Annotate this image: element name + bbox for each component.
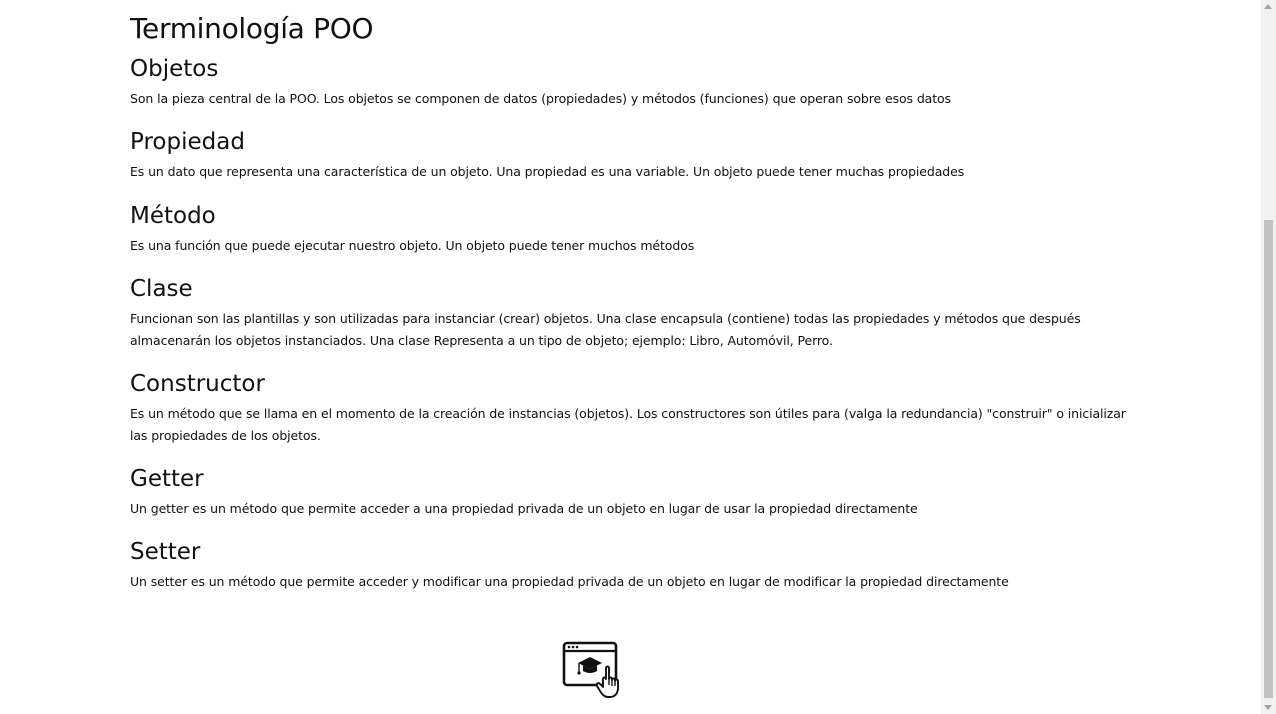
section-text: Es una función que puede ejecutar nuestro objeto. Un objeto puede tener muchos métodos xyxy=(130,238,695,253)
section-objetos xyxy=(130,54,1130,110)
section-setter xyxy=(130,537,1130,593)
section-constructor xyxy=(130,369,1130,447)
section-heading: Constructor xyxy=(130,371,265,397)
section-metodo xyxy=(130,201,1130,257)
section-text: Es un dato que representa una característica de un objeto. Una propiedad es una variable. Un objeto puede tener muchas propiedades xyxy=(130,164,965,179)
section-heading: Setter xyxy=(130,539,201,565)
section-clase xyxy=(130,274,1130,352)
page-title: Terminología POO xyxy=(130,12,374,45)
online-course-icon[interactable] xyxy=(562,641,630,699)
section-heading: Método xyxy=(130,203,216,229)
section-heading: Objetos xyxy=(130,56,219,82)
section-heading: Clase xyxy=(130,276,193,302)
section-text: Es un método que se llama en el momento de la creación de instancias (objetos). Los constructores son útiles para (valga la redundancia) "construir" o inicializar las propiedades de los objetos. xyxy=(130,406,1126,443)
section-text: Funcionan son las plantillas y son utilizadas para instanciar (crear) objetos. Una clase encapsula (contiene) todas las propiedades y métodos que después almacenarán los objetos instanciados. Una clase Representa a un tipo de objeto; ejemplo: Libro, Automóvil, Perro. xyxy=(130,311,1081,348)
scrollbar-thumb[interactable] xyxy=(1264,220,1273,698)
section-text: Un getter es un método que permite acceder a una propiedad privada de un objeto en lugar de usar la propiedad directamente xyxy=(130,501,918,516)
vertical-scrollbar[interactable] xyxy=(1261,0,1276,714)
section-heading: Propiedad xyxy=(130,129,245,155)
section-text: Son la pieza central de la POO. Los objetos se componen de datos (propiedades) y métodos (funciones) que operan sobre esos datos xyxy=(130,91,951,106)
section-text: Un setter es un método que permite acceder y modificar una propiedad privada de un objeto en lugar de modificar la propiedad directamente xyxy=(130,574,1009,589)
section-propiedad xyxy=(130,127,1130,183)
section-heading: Getter xyxy=(130,466,204,492)
scroll-down-arrow-icon[interactable] xyxy=(1264,705,1272,710)
scroll-up-arrow-icon[interactable] xyxy=(1264,4,1272,9)
section-getter xyxy=(130,464,1130,520)
